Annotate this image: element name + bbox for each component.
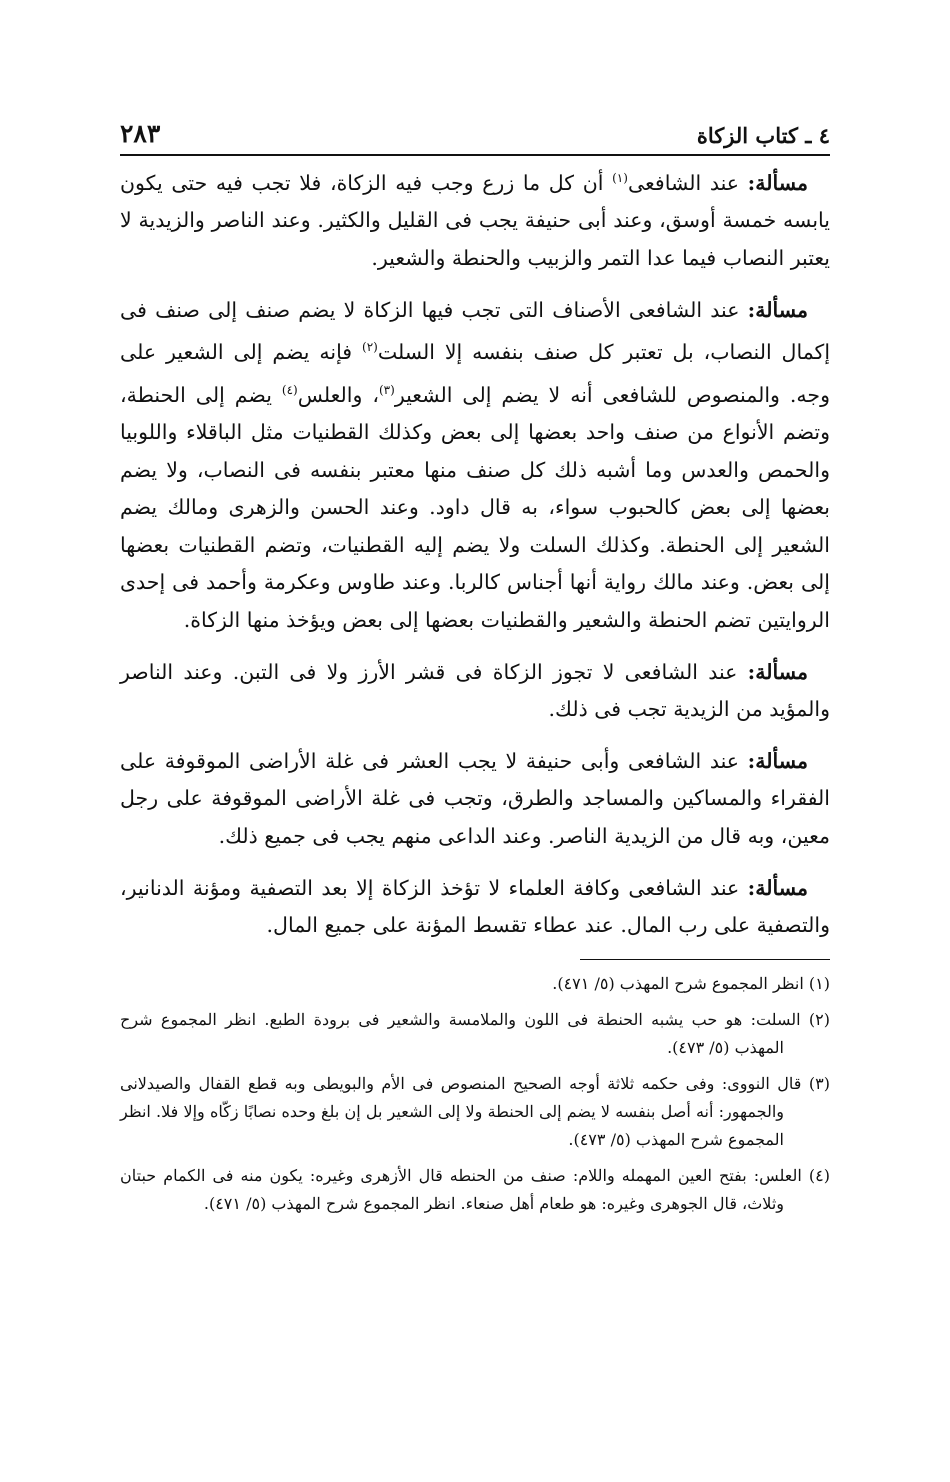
issue-label: مسألة:: [747, 297, 808, 322]
issue-label: مسألة:: [747, 659, 808, 684]
footnote: (٢) السلت: هو حب يشبه الحنطة فى اللون والملامسة والشعير فى برودة الطبع. انظر المجموع شرح المهذب (٥/ ٤٧٣).: [120, 1009, 831, 1057]
footnote-marker: (١): [612, 171, 628, 185]
page-body: [120, 160, 830, 1226]
paragraph: مسألة: عند الشافعى لا تجوز الزكاة فى قشر الأرز ولا فى التبن. وعند الناصر والمؤيد من الزيدية تجب فى ذلك.: [120, 659, 830, 722]
footnote-marker: (٣): [378, 382, 395, 397]
page-number: ٢٨٣: [120, 119, 161, 148]
chapter-title: ٤ ـ كتاب الزكاة: [696, 123, 830, 148]
footnote-number: (١): [808, 973, 830, 993]
page-header: [120, 108, 830, 156]
footnote: (٤) العلس: بفتح العين المهمله واللام: صنف من الحنطه قال الأزهرى وغيره: يكون منه فى الكمام حبتان وثلاث، قال الجوهرى وغيره: هو طعام أهل صنعاء. انظر المجموع شرح المهذب (٥/ ٤٧١).: [120, 1165, 830, 1213]
footnote-separator: [580, 959, 830, 960]
paragraph: مسألة: عند الشافعى الأصناف التى تجب فيها الزكاة لا يضم صنف إلى صنف فى إكمال النصاب، بل تعتبر كل صنف بنفسه إلا السلت$^{(٢)}$ فإنه يضم إلى الشعير على وجه. والمنصوص للشافعى أنه لا يضم إلى الشعير$^{(٣)}$، والعلس$^{(٤)}$ يضم إلى الحنطة، وتضم الأنواع من صنف واحد بعضها إلى بعض وكذلك القطنيات مثل الباقلاء واللوبيا والحمص والعدس وما أشبه ذلك كل صنف منها معتبر بنفسه فى النصاب، ولا يضم بعضها إلى بعض كالحبوب سواء، به قال داود. وعند الحسن والزهرى ومالك يضم الشعير إلى الحنطة. وكذلك السلت ولا يضم إليه القطنيات، وتضم القطنيات بعضها إلى بعض. وعند مالك رواية أنها أجناس كالربا. وعند طاوس وعكرمة وأحمد فى إحدى الروايتين تضم الحنطة والشعير والقطنيات بعضها إلى بعض ويؤخذ منها الزكاة.: [120, 297, 831, 633]
footnote: (١) انظر المجموع شرح المهذب (٥/ ٤٧١).: [552, 973, 830, 993]
footnote-number: (٣): [808, 1073, 830, 1093]
footnote-marker: (٤): [281, 382, 298, 397]
footnote-number: (٤): [808, 1165, 830, 1185]
footnote-marker: (٢): [362, 340, 378, 355]
paragraph: مسألة: عند الشافعى$^{(١)}$ أن كل ما زرع وجب فيه الزكاة، فلا تجب فيه حتى يكون يابسه خمسة أوسق، وعند أبى حنيفة يجب فى القليل والكثير. وعند الناصر والزيدية لا يعتبر النصاب فيما عدا التمر والزبيب والحنطة والشعير.: [120, 170, 830, 271]
footnote: (٣) قال النووى: وفى حكمه ثلاثة أوجه الصحيح المنصوص فى الأم والبويطى وبه قطع القفال والصيدلانى والجمهور: أنه أصل بنفسه لا يضم إلى الحنطة ولا إلى الشعير بل إن بلغ وحده نصابًا زكّاه وإلا فلا. انظر المجموع شرح المهذب (٥/ ٤٧٣).: [120, 1073, 830, 1149]
paragraph: مسألة: عند الشافعى وأبى حنيفة لا يجب العشر فى غلة الأراضى الموقوفة على الفقراء والمساكين والمساجد والطرق، وتجب فى غلة الأراضى الموقوفة على رجل معين، وبه قال من الزيدية الناصر. وعند الداعى منهم يجب فى جميع ذلك.: [120, 748, 830, 848]
issue-label: مسألة:: [747, 170, 808, 195]
issue-label: مسألة:: [747, 748, 808, 773]
paragraph: مسألة: عند الشافعى وكافة العلماء لا تؤخذ الزكاة إلا بعد التصفية ومؤنة الدنانير، والتصفية على رب المال. عند عطاء تقسط المؤنة على جميع المال.: [120, 875, 830, 938]
footnote-number: (٢): [808, 1009, 831, 1029]
issue-label: مسألة:: [747, 875, 808, 900]
